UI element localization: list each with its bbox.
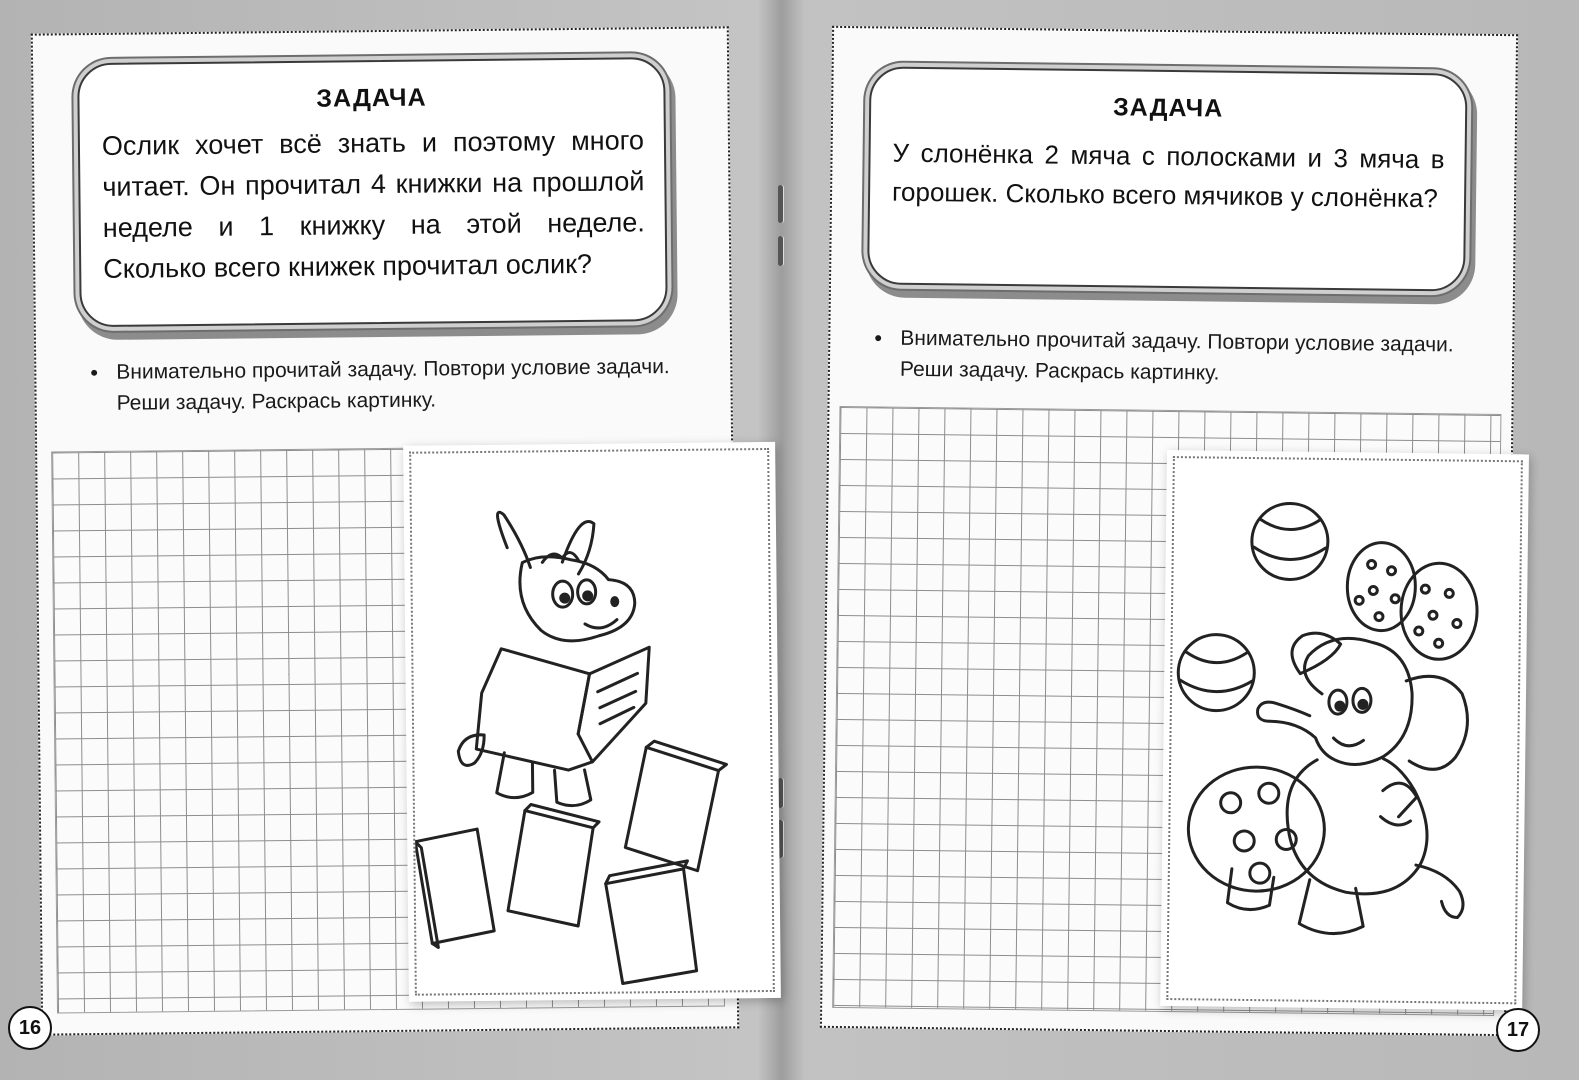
instruction	[90, 351, 691, 419]
picture-card	[409, 448, 775, 996]
elephant-head	[1257, 637, 1413, 765]
task-text: У слонёнка 2 мяча с полосками и 3 мяча в горошек. Сколько всего мячиков у слонёнка?	[891, 137, 1445, 214]
instruction-text: Внимательно прочитай задачу. Повтори условие задачи. Реши задачу. Раскрась картинку.	[116, 355, 670, 415]
staple-top-lower	[778, 236, 783, 266]
task-text: Ослик хочет всё знать и поэтому много читает. Он прочитал 4 книжки на прошлой неделе и 1 книжку на этой неделе. Сколько всего книжек прочитал ослик?	[101, 125, 645, 284]
staple-bottom-lower	[778, 820, 783, 858]
bullet-icon: •	[90, 359, 99, 386]
page-number: 16	[8, 1006, 52, 1050]
donkey-ear-left	[497, 512, 530, 568]
striped-ball	[1178, 634, 1255, 711]
picture-card	[1166, 456, 1523, 1004]
left-page	[31, 26, 739, 1035]
task-title: ЗАДАЧА	[316, 83, 427, 113]
instruction	[874, 322, 1475, 391]
staple-top	[778, 185, 783, 223]
elephant-ear	[1405, 676, 1468, 770]
instruction-text: Внимательно прочитай задачу. Повтори условие задачи. Реши задачу. Раскрась картинку.	[899, 326, 1454, 385]
closed-books	[414, 740, 729, 985]
right-page	[820, 26, 1518, 1036]
task-box	[77, 57, 668, 327]
staple-bottom	[778, 778, 783, 808]
task-title: ЗАДАЧА	[1112, 93, 1224, 123]
elephant-body	[1286, 757, 1428, 894]
striped-ball	[1251, 503, 1328, 580]
book-open	[475, 648, 592, 771]
donkey-reading-books-illustration[interactable]	[411, 450, 773, 994]
page-number: 17	[1496, 1008, 1540, 1052]
dotted-ball	[1400, 563, 1477, 660]
elephant-with-balls-illustration[interactable]	[1168, 458, 1521, 1002]
dotted-ball-large	[1188, 766, 1326, 892]
bullet-icon: •	[874, 325, 883, 351]
task-box	[867, 66, 1468, 291]
